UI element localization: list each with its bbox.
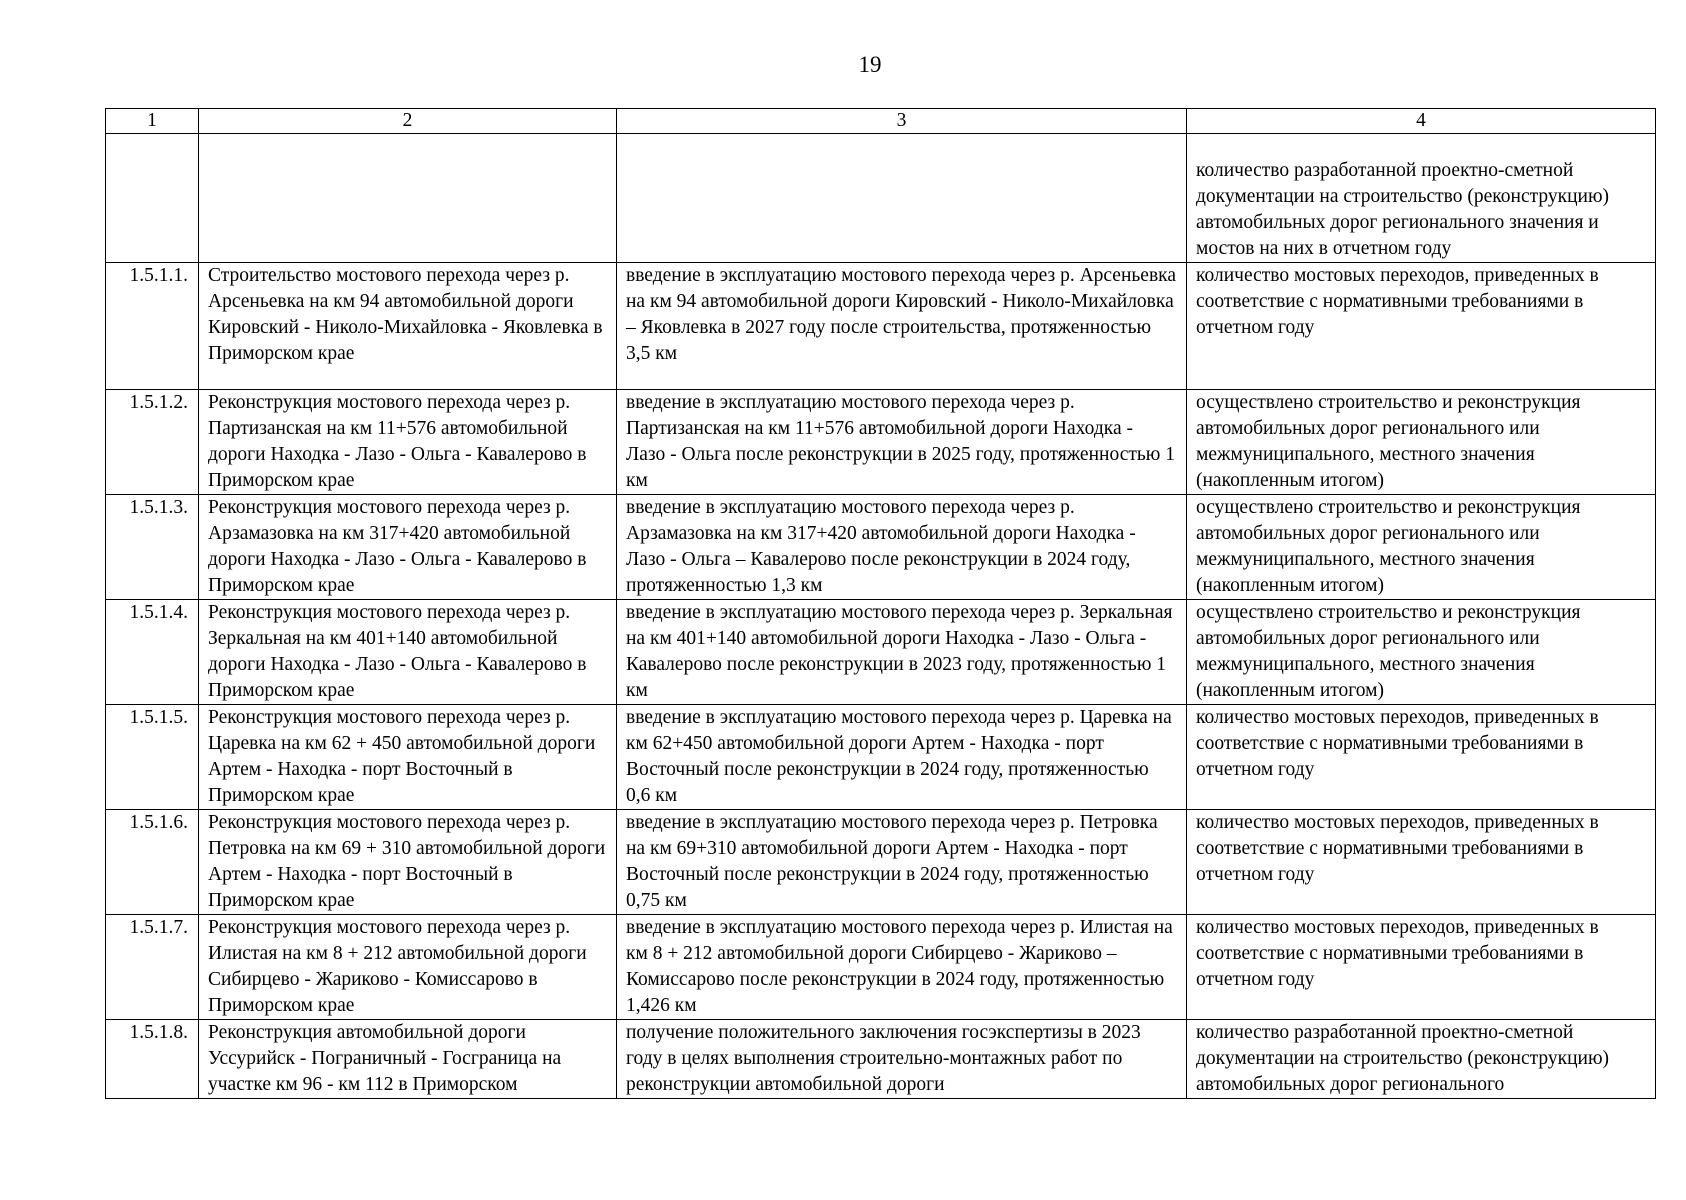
indicator-cell: осуществлено строительство и реконструкция автомобильных дорог регионального или межмуниципального, местного значения (накопленным итогом) — [1187, 390, 1656, 495]
activity-name-cell: Реконструкция автомобильной дороги Уссурийск - Пограничный - Госграница на участке км 96 - км 112 в Приморском — [199, 1020, 617, 1099]
indicator-cell: количество мостовых переходов, приведенных в соответствие с нормативными требованиями в отчетном году — [1187, 915, 1656, 1020]
activity-name-cell: Строительство мостового перехода через р. Арсеньевка на км 94 автомобильной дороги Кировский - Николо-Михайловка - Яковлевка в Приморском крае — [199, 263, 617, 390]
activity-name-cell: Реконструкция мостового перехода через р. Петровка на км 69 + 310 автомобильной дороги Артем - Находка - порт Восточный в Приморском крае — [199, 810, 617, 915]
indicator-cell: количество разработанной проектно-сметной документации на строительство (реконструкцию) автомобильных дорог регионального — [1187, 1020, 1656, 1099]
indicator-cell: количество разработанной проектно-сметной документации на строительство (реконструкцию) автомобильных дорог регионального значения и мостов на них в отчетном году — [1187, 134, 1656, 263]
row-number: 1.5.1.2. — [106, 390, 199, 495]
program-activities-table — [105, 108, 1656, 1099]
table-row — [106, 915, 1656, 1020]
column-header: 1 — [106, 109, 199, 134]
row-number: 1.5.1.8. — [106, 1020, 199, 1099]
row-number: 1.5.1.6. — [106, 810, 199, 915]
activity-name-cell: Реконструкция мостового перехода через р. Илистая на км 8 + 212 автомобильной дороги Сибирцево - Жариково - Комиссарово в Приморском крае — [199, 915, 617, 1020]
activity-name-cell: Реконструкция мостового перехода через р. Арзамазовка на км 317+420 автомобильной дороги Находка - Лазо - Ольга - Кавалерово в Приморском крае — [199, 495, 617, 600]
expected-result-cell: введение в эксплуатацию мостового перехода через р. Царевка на км 62+450 автомобильной дороги Артем - Находка - порт Восточный после реконструкции в 2024 году, протяженностью 0,6 км — [617, 705, 1187, 810]
table-header-row — [106, 109, 1656, 134]
expected-result-cell: введение в эксплуатацию мостового перехода через р. Партизанская на км 11+576 автомобильной дороги Находка - Лазо - Ольга после реконструкции в 2025 году, протяженностью 1 км — [617, 390, 1187, 495]
table-row — [106, 263, 1656, 390]
row-number: 1.5.1.3. — [106, 495, 199, 600]
expected-result-cell: введение в эксплуатацию мостового перехода через р. Арсеньевка на км 94 автомобильной дороги Кировский - Николо-Михайловка – Яковлевка в 2027 году после строительства, протяженностью 3,5 км — [617, 263, 1187, 390]
activity-name-cell: Реконструкция мостового перехода через р. Царевка на км 62 + 450 автомобильной дороги Артем - Находка - порт Восточный в Приморском крае — [199, 705, 617, 810]
indicator-cell: количество мостовых переходов, приведенных в соответствие с нормативными требованиями в отчетном году — [1187, 705, 1656, 810]
expected-result-cell: введение в эксплуатацию мостового перехода через р. Зеркальная на км 401+140 автомобильной дороги Находка - Лазо - Ольга - Кавалерово после реконструкции в 2023 году, протяженностью 1 км — [617, 600, 1187, 705]
table-row — [106, 810, 1656, 915]
activity-name-cell: Реконструкция мостового перехода через р. Партизанская на км 11+576 автомобильной дороги Находка - Лазо - Ольга - Кавалерово в Приморском крае — [199, 390, 617, 495]
expected-result-cell: получение положительного заключения госэкспертизы в 2023 году в целях выполнения строительно-монтажных работ по реконструкции автомобильной дороги — [617, 1020, 1187, 1099]
activity-name-cell: Реконструкция мостового перехода через р. Зеркальная на км 401+140 автомобильной дороги Находка - Лазо - Ольга - Кавалерово в Приморском крае — [199, 600, 617, 705]
row-number: 1.5.1.7. — [106, 915, 199, 1020]
table-row — [106, 495, 1656, 600]
column-header: 3 — [617, 109, 1187, 134]
indicator-cell: количество мостовых переходов, приведенных в соответствие с нормативными требованиями в отчетном году — [1187, 810, 1656, 915]
column-header: 4 — [1187, 109, 1656, 134]
continuation-row — [106, 134, 1656, 263]
expected-result-cell: введение в эксплуатацию мостового перехода через р. Петровка на км 69+310 автомобильной дороги Артем - Находка - порт Восточный после реконструкции в 2024 году, протяженностью 0,75 км — [617, 810, 1187, 915]
table-row — [106, 705, 1656, 810]
row-number: 1.5.1.1. — [106, 263, 199, 390]
table-row — [106, 600, 1656, 705]
indicator-cell: осуществлено строительство и реконструкция автомобильных дорог регионального или межмуниципального, местного значения (накопленным итогом) — [1187, 600, 1656, 705]
table-row — [106, 390, 1656, 495]
table-cell — [617, 134, 1187, 263]
indicator-cell: количество мостовых переходов, приведенных в соответствие с нормативными требованиями в отчетном году — [1187, 263, 1656, 390]
row-number: 1.5.1.4. — [106, 600, 199, 705]
page-number: 19 — [858, 52, 882, 77]
expected-result-cell: введение в эксплуатацию мостового перехода через р. Илистая на км 8 + 212 автомобильной дороги Сибирцево - Жариково – Комиссарово после реконструкции в 2024 году, протяженностью 1,426 км — [617, 915, 1187, 1020]
table-row — [106, 1020, 1656, 1099]
table-cell — [199, 134, 617, 263]
column-header: 2 — [199, 109, 617, 134]
row-number: 1.5.1.5. — [106, 705, 199, 810]
table-cell — [106, 134, 199, 263]
expected-result-cell: введение в эксплуатацию мостового перехода через р. Арзамазовка на км 317+420 автомобильной дороги Находка - Лазо - Ольга – Кавалерово после реконструкции в 2024 году, протяженностью 1,3 км — [617, 495, 1187, 600]
indicator-cell: осуществлено строительство и реконструкция автомобильных дорог регионального или межмуниципального, местного значения (накопленным итогом) — [1187, 495, 1656, 600]
